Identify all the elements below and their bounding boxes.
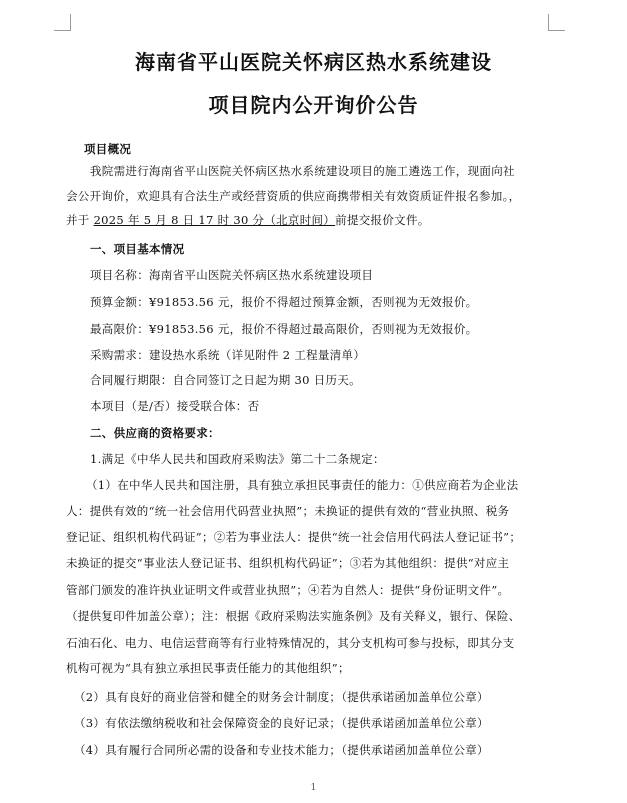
requirement-line: 登记证、组织机构代码证”；②若为事业法人：提供“统一社会信用代码法人登记证书”；	[66, 530, 522, 544]
requirement-line: （提供复印件加盖公章）；注：根据《政府采购法实施条例》及有关释义，银行、保险、	[66, 609, 521, 623]
overview-paragraph-line: 会公开询价，欢迎具有合法生产或经营资质的供应商携带相关有效资质证件报名参加。，	[66, 189, 521, 203]
page-corner-mark-left	[54, 14, 71, 31]
budget-amount: 预算金额：¥91853.56 元，报价不得超过预算金额，否则视为无效报价。	[90, 295, 478, 309]
requirement-line: 机构可视为“具有独立承担民事责任能力的其他组织”；	[66, 661, 350, 675]
document-title-line2: 项目院内公开询价公告	[208, 93, 419, 117]
requirement-intro: 1.满足《中华人民共和国政府采购法》第二十二条规定：	[90, 452, 385, 466]
document-title-line1: 海南省平山医院关怀病区热水系统建设	[135, 50, 492, 74]
requirement-line: 管部门颁发的准许执业证明文件或营业执照”；④若为自然人：提供“身份证明文件”。	[66, 583, 510, 597]
requirement-item-4: （4）具有履行合同所必需的设备和专业技术能力；（提供承诺函加盖单位公章）	[74, 743, 489, 757]
overview-heading: 项目概况	[84, 142, 132, 156]
submission-deadline: 2025 年 5 月 8 日 17 时 30 分（北京时间）	[93, 213, 336, 227]
overview-text: 前提交报价文件。	[335, 213, 430, 227]
contract-period: 合同履行期限：自合同签订之日起为期 30 日历天。	[90, 373, 361, 387]
requirement-line: 石油石化、电力、电信运营商等有行业特殊情况的，其分支机构可参与投标，即其分支	[66, 636, 515, 650]
section2-heading: 二、供应商的资格要求：	[90, 426, 220, 440]
page-corner-mark-right	[548, 14, 565, 31]
consortium-acceptance: 本项目（是/否）接受联合体：否	[90, 399, 260, 413]
overview-paragraph-line: 我院需进行海南省平山医院关怀病区热水系统建设项目的施工遴选工作，现面向社	[90, 164, 515, 178]
overview-text: 并于	[66, 213, 94, 227]
max-price: 最高限价：¥91853.56 元，报价不得超过最高限价，否则视为无效报价。	[90, 322, 478, 336]
procurement-demand: 采购需求：建设热水系统（详见附件 2 工程量清单）	[90, 348, 366, 362]
requirement-item-3: （3）有依法缴纳税收和社会保障资金的良好记录；（提供承诺函加盖单位公章）	[74, 716, 489, 730]
requirement-line: （1）在中华人民共和国注册，具有独立承担民事责任的能力：①供应商若为企业法	[86, 478, 519, 492]
requirement-line: 人：提供有效的“统一社会信用代码营业执照”；未换证的提供有效的“营业执照、税务	[66, 504, 510, 518]
page-number: 1	[310, 783, 317, 793]
requirement-line: 未换证的提交“事业法人登记证书、组织机构代码证”；③若为其他组织：提供“对应主	[66, 556, 510, 570]
overview-deadline-line	[66, 212, 430, 228]
requirement-item-2: （2）具有良好的商业信誉和健全的财务会计制度；（提供承诺函加盖单位公章）	[74, 690, 489, 704]
project-name: 项目名称：海南省平山医院关怀病区热水系统建设项目	[90, 268, 374, 282]
section1-heading: 一、项目基本情况	[90, 242, 185, 256]
